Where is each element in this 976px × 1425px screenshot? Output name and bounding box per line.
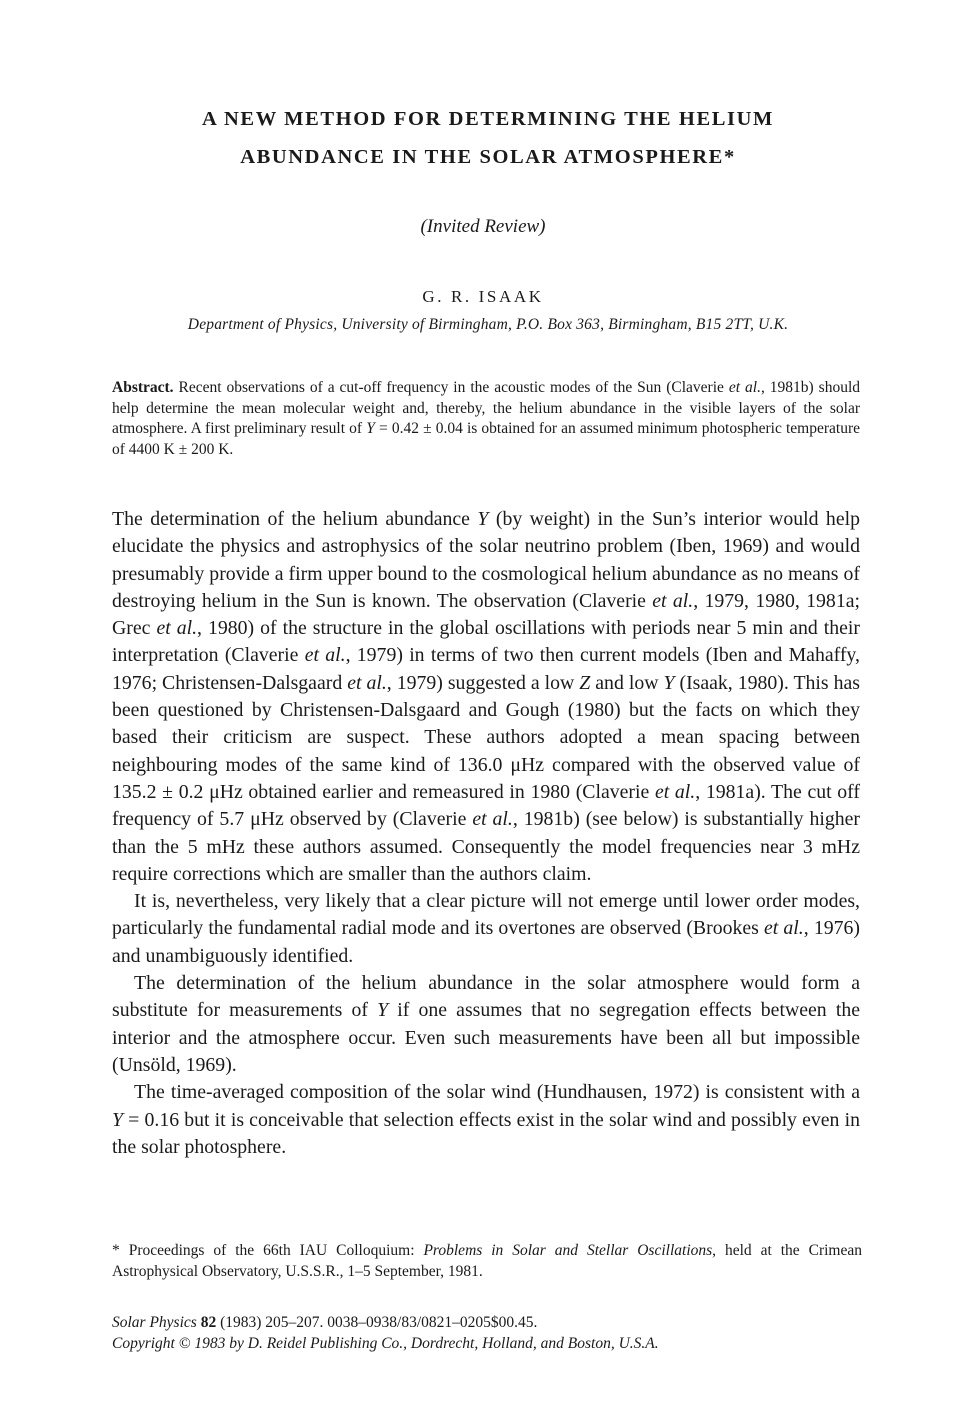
text: = 0.16 but it is conceivable that selection effects exist in the solar wind and possibly even in the solar photosphere.	[112, 1108, 860, 1158]
et-al: et al.	[347, 671, 387, 694]
journal-info	[112, 1312, 862, 1354]
journal-citation	[112, 1312, 862, 1333]
abstract-et-al: et al.	[728, 379, 761, 396]
text: , 1979) in terms of two then current models (Iben and Mahaffy, 1976; Christensen-Dalsgaard	[112, 644, 860, 694]
text: The determination of the helium abundance	[112, 508, 478, 530]
text: , 1980) of the structure in the global oscillations with periods near 5 min and their interpretation (Claverie	[112, 617, 860, 667]
et-al: et al.	[654, 780, 696, 803]
et-al: et al.	[156, 617, 198, 640]
colloquium-title: Problems in Solar and Stellar Oscillations	[423, 1242, 713, 1259]
text: , 1979, 1980, 1981a; Grec	[112, 589, 860, 640]
text: The determination of the helium abundance in the solar atmosphere would form a substitute for measurements of	[112, 972, 860, 1022]
abstract	[112, 378, 860, 460]
author-affiliation: Department of Physics, University of Birmingham, P.O. Box 363, Birmingham, B15 2TT, U.K.	[187, 316, 789, 333]
text: and low	[590, 671, 664, 694]
abstract-text: , 1981b) should help determine the mean molecular weight and, thereby, the helium abundance in the visible layers of the solar atmosphere. A first preliminary result of	[112, 379, 860, 437]
journal-name: Solar Physics	[112, 1314, 197, 1331]
body-paragraph-2	[112, 888, 860, 970]
et-al: et al.	[764, 917, 804, 940]
text: (Isaak, 1980). This has been questioned by Christensen-Dalsgaard and Gough (1980) but the facts on which they based their criticism are suspect. These authors adopted a mean spacing between neighbouring modes of the same kind of 136.0 μHz compared with the observed value of 135.2 ± 0.2 μHz obtained earlier and remeasured in 1980 (Claverie	[112, 671, 860, 803]
symbol-y: Y	[477, 508, 489, 530]
journal-volume: 82	[200, 1314, 217, 1331]
et-al: et al.	[472, 808, 513, 831]
text: , 1976) and unambiguously identified.	[112, 917, 861, 967]
text: The time-averaged composition of the solar wind (Hundhausen, 1972) is consistent with a	[134, 1081, 860, 1104]
abstract-text: Recent observations of a cut-off frequency in the acoustic modes of the Sun (Claverie	[173, 379, 729, 396]
body-paragraph-4	[112, 1079, 860, 1161]
abstract-label: Abstract.	[112, 379, 174, 396]
symbol-y: Y	[112, 1108, 124, 1131]
copyright-line: Copyright © 1983 by D. Reidel Publishing Co., Dordrecht, Holland, and Boston, U.S.A.	[112, 1335, 659, 1352]
et-al: et al.	[652, 589, 694, 612]
body-paragraph-3	[112, 970, 860, 1079]
symbol-y: Y	[663, 671, 675, 694]
body-paragraph-1	[112, 506, 860, 888]
symbol-z: Z	[579, 671, 591, 694]
et-al: et al.	[304, 644, 346, 667]
footnote-text: , held at the Crimean Astrophysical Observatory, U.S.S.R., 1–5 September, 1981.	[112, 1242, 862, 1280]
paper-title-line-2: ABUNDANCE IN THE SOLAR ATMOSPHERE*	[240, 146, 736, 168]
body-text	[112, 506, 860, 1161]
text: , 1981b) (see below) is substantially higher than the 5 mHz these authors assumed. Consequently the model frequencies near 3 mHz require corrections which are smaller than the authors claim.	[112, 808, 860, 885]
text: It is, nevertheless, very likely that a clear picture will not emerge until lower order modes, particularly the fundamental radial mode and its overtones are observed (Brookes	[112, 890, 860, 940]
author-name: G. R. ISAAK	[422, 287, 544, 306]
text: if one assumes that no segregation effects between the interior and the atmosphere occur. Even such measurements have been all but impossible (Unsöld, 1969).	[112, 999, 860, 1076]
text: (by weight) in the Sun’s interior would help elucidate the physics and astrophysics of the solar neutrino problem (Iben, 1969) and would presumably provide a firm upper bound to the cosmological helium abundance as no means of destroying helium in the Sun is known. The observation (Claverie	[112, 508, 860, 612]
symbol-y: Y	[377, 999, 389, 1022]
footnote-text: * Proceedings of the 66th IAU Colloquium:	[112, 1242, 424, 1259]
text: , 1979) suggested a low	[386, 671, 580, 694]
footnote	[112, 1240, 862, 1282]
paper-title-line-1: A NEW METHOD FOR DETERMINING THE HELIUM	[202, 108, 774, 130]
abstract-symbol-y: Y	[366, 420, 375, 437]
text: , 1981a). The cut off frequency of 5.7 μHz observed by (Claverie	[112, 780, 861, 831]
invited-review-label: (Invited Review)	[420, 216, 546, 237]
journal-pages-and-code: (1983) 205–207. 0038–0938/83/0821–0205$00.45.	[216, 1314, 538, 1331]
abstract-text: = 0.42 ± 0.04 is obtained for an assumed minimum photospheric temperature of 4400 K ± 200 K.	[112, 420, 860, 458]
